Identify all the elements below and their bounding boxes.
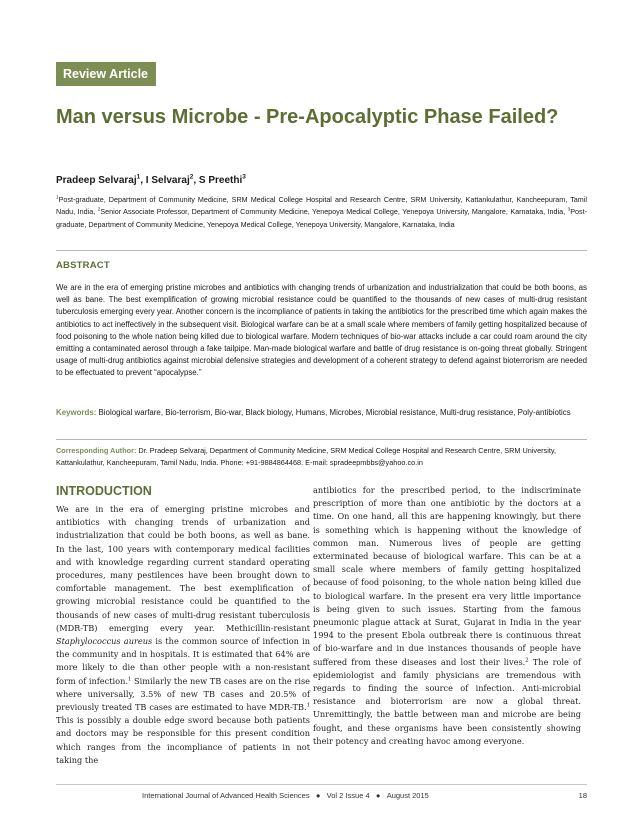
author-separator: ,: [140, 175, 146, 186]
author-name: Pradeep Selvaraj: [56, 175, 137, 186]
divider: [56, 250, 587, 251]
affiliation-sup: 3: [567, 206, 571, 212]
intro-left-text: Similarly the new TB cases are on the rise where universally, 3.5% of new TB cases and 20.5% of previously treated TB cases are estimated to have MDR-TB.: [56, 675, 310, 713]
affiliation-text: Post-graduate, Department of Community Medicine, Yenepoya Medical College, Yenepoya University, Mangalore, Karnataka, India: [56, 207, 587, 229]
keywords: [56, 407, 587, 419]
footer-rule: [56, 784, 587, 785]
intro-right-text: The role of epidemiologist and family physicians are tremendous with regards to finding the source of infection. Anti-microbial resistance and bioterrorism are now a global threat. Unremittingly, the battle between man and microbe are being fought, and these organisms have been consistently showing their potency and creating havoc among everyone.: [313, 656, 581, 746]
author-list: [56, 174, 596, 188]
affiliation-sup: 2: [97, 206, 101, 212]
affiliation-sup: 1: [56, 194, 59, 200]
corresponding-author-text: Dr. Pradeep Selvaraj, Department of Community Medicine, SRM Medical College Hospital and Research Centre, SRM University, Kattankulathur, Kancheepuram, Tamil Nadu, India. Phone: +91-9884864468. E-mail: spradeepmbbs@yahoo.co.in: [56, 446, 556, 467]
article-title: Man versus Microbe - Pre-Apocalyptic Phase Failed?: [56, 106, 559, 128]
divider: [56, 439, 587, 440]
intro-left-text: This is possibly a double edge sword because both patients and doctors may be responsible for this present condition which ranges from the incompliance of patients in not taking the: [56, 715, 310, 765]
footer-bullet: ●: [315, 791, 321, 800]
corresponding-author: [56, 445, 587, 469]
affiliations: [56, 194, 587, 231]
keywords-text: Biological warfare, Bio-terrorism, Bio-war, Black biology, Humans, Microbes, Microbial resistance, Multi-drug resistance, Poly-antibiotics: [96, 408, 571, 417]
journal-date: August 2015: [386, 791, 429, 800]
citation-sup: 1: [306, 702, 310, 709]
intro-left-text: is the common source of infection in the community and in hospitals. It is estimated that 64% are more likely to die than other people with a non-resistant form of infection.: [56, 636, 310, 686]
citation-sup: 2: [525, 656, 529, 663]
affiliation-text: Post-graduate, Department of Community Medicine, SRM Medical College Hospital and Research Centre, SRM University, Kattankulathur, Kancheepuram, Tamil Nadu, India,: [56, 195, 587, 217]
author-sup: 3: [242, 173, 246, 181]
intro-right-column: [313, 484, 581, 748]
author-name: I Selvaraj: [145, 175, 190, 186]
corresponding-author-label: Corresponding Author:: [56, 446, 137, 455]
keywords-label: Keywords:: [56, 408, 97, 417]
page-footer: [56, 789, 587, 803]
affiliation-text: Senior Associate Professor, Department of Community Medicine, Yenepoya Medical College, Yenepoya University, Mangalore, Karnataka, India,: [100, 207, 568, 217]
journal-name: International Journal of Advanced Health Sciences: [142, 791, 310, 800]
intro-left-column: [56, 503, 310, 767]
author-sup: 1: [136, 173, 141, 181]
author-name: S Preethi: [198, 175, 243, 186]
abstract-text: We are in the era of emerging pristine microbes and antibiotics with changing trends of urbanization and industrialization that could be both boons, as well as bane. The best exemplification of growing microbial resistance could be quantified to the thousands of new cases of multi-drug resistant tuberculosis emerging every year. Another concern is the incompliance of patients in taking the antibiotics for the prescribed time which again makes the antibiotics to act ineffectively in the subsequent visit. Biological warfare can be at a small scale where members of family getting hospitalized because of food poisoning to the whole nation being killed due to biological warfare. Modern techniques of bio-war attacks include a car could roam around the city emitting a contaminated aerosol through a fake tailpipe. Man-made biological warfare and battle of drug resistance is on-going threat globally. Stringent usage of multi-drug antibiotics against microbial defensive strategies and development of a coherent strategy to defend against bioterrorism are needed to be effectuated to prevent “apocalypse.”: [56, 283, 587, 378]
species-name: Staphylococcus aureus: [56, 636, 153, 647]
author-sup: 2: [189, 173, 194, 181]
author-separator: ,: [193, 175, 199, 186]
footer-journal: [142, 789, 429, 803]
footer-bullet: ●: [375, 791, 381, 800]
citation-sup: 1: [127, 675, 132, 682]
page-number: 18: [578, 791, 587, 800]
intro-left-text: We are in the era of emerging pristine microbes and antibiotics with changing trends of urbanization and industrialization that could be both boons, as well as bane. In the last, 100 years with contemporary medical facilities and with knowledge regarding current standard operating procedures, many pestilences have been brought down to comfortable management. The best exemplification of growing microbial resistance could be quantified to the thousands of new cases of multi-drug resistant tuberculosis (MDR-TB) emerging every year. Methicillin-resistant: [56, 504, 310, 633]
introduction-heading: INTRODUCTION: [56, 484, 152, 498]
intro-right-text: antibiotics for the prescribed period, to the indiscriminate prescription of more than one antibiotic by the doctors at a time. On one hand, all this are happening knowingly, but there is something which is happening without the knowledge of common man. Numerous lives of people are getting exterminated because of biological warfare. This can be at a small scale where members of family getting hospitalized because of food poisoning, to the whole nation being killed due to biological warfare. In the present era very little importance is being given to such issues. Starting from the famous pneumonic plague attack at Surat, Gujarat in India in the year 1994 to the present Ebola outbreak there is continuous threat of bio-warfare and in due instances thousands of people have suffered from these diseases and lost their lives.: [313, 485, 581, 667]
journal-volume: Vol 2 Issue 4: [326, 791, 370, 800]
article-type-badge: Review Article: [56, 62, 156, 86]
abstract-heading: ABSTRACT: [56, 260, 110, 271]
